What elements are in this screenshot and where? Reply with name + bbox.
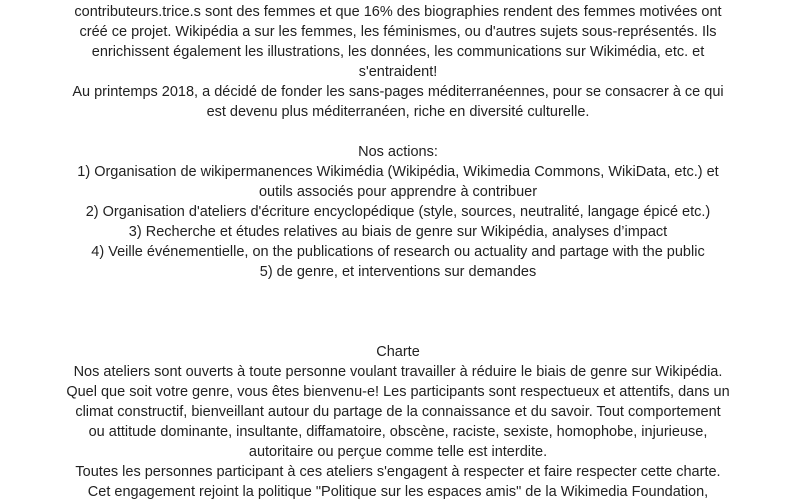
- spacer: [60, 122, 736, 142]
- charter-line: Quel que soit votre genre, vous êtes bienvenu-e! Les participants sont respectueux et attentifs, dans un: [66, 384, 730, 400]
- actions-heading: Nos actions:: [358, 144, 438, 160]
- spacer: [60, 282, 736, 342]
- action-item: 1) Organisation de wikipermanences Wikimédia (Wikipédia, Wikimedia Commons, WikiData, etc.) et: [77, 164, 719, 180]
- intro-line: Au printemps 2018, a décidé de fonder les sans-pages méditerranéennes, pour se consacrer à ce qui: [72, 84, 724, 100]
- action-item: 5) de genre, et interventions sur demandes: [259, 264, 537, 280]
- action-item: 3) Recherche et études relatives au biais de genre sur Wikipédia, analyses d’impact: [128, 224, 668, 240]
- charter-line: Nos ateliers sont ouverts à toute personne voulant travailler à réduire le biais de genre sur Wikipédia.: [73, 364, 723, 380]
- actions-section: [60, 142, 736, 282]
- action-item: 2) Organisation d'ateliers d'écriture encyclopédique (style, sources, neutralité, langage épicé etc.): [85, 204, 711, 220]
- intro-line: est devenu plus méditerranéen, riche en diversité culturelle.: [206, 104, 590, 120]
- charter-line: climat constructif, bienveillant autour du partage de la connaissance et du savoir. Tout comportement: [75, 404, 721, 420]
- action-item: outils associés pour apprendre à contribuer: [258, 184, 538, 200]
- intro-line: s'entraident!: [358, 64, 438, 80]
- charter-section: [60, 342, 736, 502]
- charter-line: Cet engagement rejoint la politique "Politique sur les espaces amis" de la Wikimedia Foundation,: [87, 484, 709, 500]
- action-item: 4) Veille événementielle, on the publications of research ou actuality and partage with the public: [91, 244, 705, 260]
- intro-line: contributeurs.trice.s sont des femmes et que 16% des biographies rendent des femmes motivées ont: [74, 4, 722, 20]
- charter-line: Toutes les personnes participant à ces ateliers s'engagent à respecter et faire respecter cette charte.: [75, 464, 721, 480]
- charter-heading: Charte: [376, 344, 420, 360]
- charter-line: autoritaire ou perçue comme telle est interdite.: [248, 444, 548, 460]
- intro-line: enrichissent également les illustrations, les données, les communications sur Wikimédia, etc. et: [91, 44, 705, 60]
- intro-section: [60, 2, 736, 122]
- intro-line: créé ce projet. Wikipédia a sur les femmes, les féminismes, ou d'autres sujets sous-représentés. Ils: [79, 24, 717, 40]
- charter-line: ou attitude dominante, insultante, diffamatoire, obscène, raciste, sexiste, homophobe, injurieuse,: [88, 424, 708, 440]
- document-body: [60, 2, 736, 502]
